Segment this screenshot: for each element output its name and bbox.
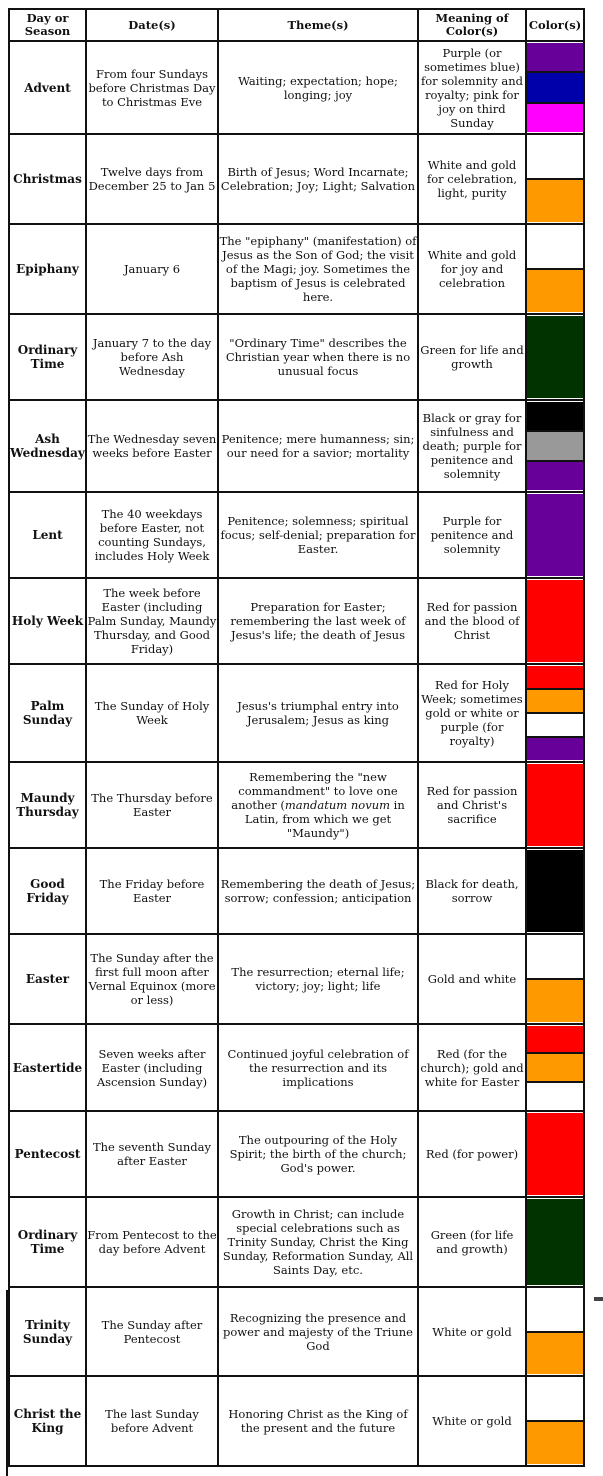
- color-band: [527, 764, 583, 846]
- page-side-dash: [594, 1297, 603, 1301]
- color-band: [527, 316, 583, 398]
- table-row: [9, 848, 584, 934]
- themes-text-pre: Remembering the "new commandment" to love one another (: [231, 770, 398, 812]
- color-swatch-stack: [527, 43, 583, 132]
- day-cell: Pentecost: [9, 1111, 86, 1197]
- table-row: [9, 1287, 584, 1376]
- dates-cell: From Pentecost to the day before Advent: [86, 1197, 218, 1287]
- color-swatch-stack: [527, 666, 583, 760]
- color-swatch-stack: [527, 136, 583, 222]
- dates-cell: The Sunday of Holy Week: [86, 664, 218, 762]
- dates-cell: January 6: [86, 224, 218, 314]
- meaning-cell: Black for death, sorrow: [418, 848, 526, 934]
- color-band: [527, 226, 583, 270]
- header-colors: Color(s): [526, 9, 584, 41]
- meaning-cell: White or gold: [418, 1287, 526, 1376]
- dates-cell: The Sunday after the first full moon after Vernal Equinox (more or less): [86, 934, 218, 1024]
- meaning-cell: Purple for penitence and solemnity: [418, 492, 526, 578]
- themes-cell: Continued joyful celebration of the resurrection and its implications: [218, 1024, 418, 1111]
- color-swatch-stack: [527, 316, 583, 398]
- color-swatch-stack: [527, 1289, 583, 1374]
- themes-cell: The resurrection; eternal life; victory; joy; light; life: [218, 934, 418, 1024]
- color-band: [527, 1199, 583, 1285]
- header-row: [9, 9, 584, 41]
- color-band: [527, 850, 583, 932]
- color-swatch-cell: [526, 848, 584, 934]
- table-row: [9, 1197, 584, 1287]
- color-swatch-cell: [526, 1197, 584, 1287]
- dates-cell: The week before Easter (including Palm Sunday, Maundy Thursday, and Good Friday): [86, 578, 218, 664]
- color-swatch-stack: [527, 1378, 583, 1464]
- themes-cell: Remembering the death of Jesus; sorrow; confession; anticipation: [218, 848, 418, 934]
- color-band: [527, 738, 583, 760]
- color-band: [527, 936, 583, 980]
- themes-text-latin: mandatum novum: [284, 798, 391, 812]
- themes-text-post: in Latin, from which we get "Maundy"): [244, 798, 405, 840]
- themes-cell: The "epiphany" (manifestation) of Jesus as the Son of God; the visit of the Magi; joy. Sometimes the baptism of Jesus is celebrated here.: [218, 224, 418, 314]
- color-band: [527, 104, 583, 132]
- day-cell: Maundy Thursday: [9, 762, 86, 848]
- table-row: [9, 934, 584, 1024]
- liturgical-calendar-table: [8, 8, 585, 1467]
- meaning-cell: Red (for power): [418, 1111, 526, 1197]
- color-band: [527, 180, 583, 222]
- themes-cell: Honoring Christ as the King of the present and the future: [218, 1376, 418, 1466]
- meaning-cell: White and gold for joy and celebration: [418, 224, 526, 314]
- meaning-cell: Green for life and growth: [418, 314, 526, 400]
- color-band: [527, 136, 583, 180]
- color-band: [527, 402, 583, 432]
- dates-cell: From four Sundays before Christmas Day to Christmas Eve: [86, 41, 218, 134]
- color-band: [527, 1026, 583, 1054]
- day-cell: Easter: [9, 934, 86, 1024]
- color-band: [527, 43, 583, 73]
- color-band: [527, 73, 583, 103]
- dates-cell: The Thursday before Easter: [86, 762, 218, 848]
- color-swatch-stack: [527, 580, 583, 662]
- dates-cell: The 40 weekdays before Easter, not counting Sundays, includes Holy Week: [86, 492, 218, 578]
- color-band: [527, 494, 583, 576]
- header-themes: Theme(s): [218, 9, 418, 41]
- table-row: [9, 41, 584, 134]
- day-cell: Trinity Sunday: [9, 1287, 86, 1376]
- meaning-cell: Red for passion and the blood of Christ: [418, 578, 526, 664]
- table-row: [9, 224, 584, 314]
- themes-cell: Preparation for Easter; remembering the last week of Jesus's life; the death of Jesus: [218, 578, 418, 664]
- day-cell: Holy Week: [9, 578, 86, 664]
- header-dates: Date(s): [86, 9, 218, 41]
- day-cell: Palm Sunday: [9, 664, 86, 762]
- color-band: [527, 1422, 583, 1464]
- table-row: [9, 492, 584, 578]
- color-band: [527, 666, 583, 690]
- meaning-cell: Green (for life and growth): [418, 1197, 526, 1287]
- themes-cell: Penitence; solemness; spiritual focus; self-denial; preparation for Easter.: [218, 492, 418, 578]
- day-cell: Advent: [9, 41, 86, 134]
- day-cell: Ash Wednesday: [9, 400, 86, 492]
- color-band: [527, 1113, 583, 1195]
- dates-cell: The last Sunday before Advent: [86, 1376, 218, 1466]
- color-swatch-cell: [526, 1287, 584, 1376]
- color-swatch-cell: [526, 314, 584, 400]
- meaning-cell: Gold and white: [418, 934, 526, 1024]
- color-band: [527, 270, 583, 312]
- color-band: [527, 980, 583, 1022]
- header-day: Day or Season: [9, 9, 86, 41]
- color-swatch-stack: [527, 1026, 583, 1109]
- themes-cell: [218, 762, 418, 848]
- day-cell: Christmas: [9, 134, 86, 224]
- meaning-cell: White and gold for celebration, light, purity: [418, 134, 526, 224]
- meaning-cell: Red for passion and Christ's sacrifice: [418, 762, 526, 848]
- meaning-cell: Red for Holy Week; sometimes gold or white or purple (for royalty): [418, 664, 526, 762]
- color-band: [527, 1054, 583, 1082]
- color-band: [527, 1378, 583, 1422]
- table-row: [9, 400, 584, 492]
- day-cell: Ordinary Time: [9, 314, 86, 400]
- meaning-cell: Red (for the church); gold and white for Easter: [418, 1024, 526, 1111]
- color-swatch-cell: [526, 1111, 584, 1197]
- dates-cell: The Friday before Easter: [86, 848, 218, 934]
- color-swatch-cell: [526, 492, 584, 578]
- color-swatch-stack: [527, 1113, 583, 1195]
- day-cell: Christ the King: [9, 1376, 86, 1466]
- color-band: [527, 462, 583, 490]
- color-swatch-cell: [526, 762, 584, 848]
- table-row: [9, 1024, 584, 1111]
- color-band: [527, 1083, 583, 1109]
- color-swatch-cell: [526, 934, 584, 1024]
- dates-cell: The seventh Sunday after Easter: [86, 1111, 218, 1197]
- themes-cell: Birth of Jesus; Word Incarnate; Celebration; Joy; Light; Salvation: [218, 134, 418, 224]
- table-row: [9, 314, 584, 400]
- color-swatch-cell: [526, 41, 584, 134]
- meaning-cell: Black or gray for sinfulness and death; purple for penitence and solemnity: [418, 400, 526, 492]
- table-row: [9, 664, 584, 762]
- color-swatch-cell: [526, 578, 584, 664]
- color-band: [527, 714, 583, 738]
- color-swatch-stack: [527, 402, 583, 490]
- dates-cell: The Wednesday seven weeks before Easter: [86, 400, 218, 492]
- color-band: [527, 1333, 583, 1375]
- color-swatch-cell: [526, 224, 584, 314]
- table-row: [9, 762, 584, 848]
- color-swatch-stack: [527, 1199, 583, 1285]
- table-row: [9, 134, 584, 224]
- color-swatch-stack: [527, 850, 583, 932]
- day-cell: Good Friday: [9, 848, 86, 934]
- color-swatch-stack: [527, 226, 583, 312]
- color-band: [527, 690, 583, 714]
- color-swatch-cell: [526, 134, 584, 224]
- dates-cell: The Sunday after Pentecost: [86, 1287, 218, 1376]
- day-cell: Lent: [9, 492, 86, 578]
- color-swatch-cell: [526, 400, 584, 492]
- themes-cell: "Ordinary Time" describes the Christian year when there is no unusual focus: [218, 314, 418, 400]
- color-swatch-cell: [526, 1376, 584, 1466]
- color-swatch-cell: [526, 1024, 584, 1111]
- dates-cell: January 7 to the day before Ash Wednesday: [86, 314, 218, 400]
- dates-cell: Twelve days from December 25 to Jan 5: [86, 134, 218, 224]
- themes-cell: Growth in Christ; can include special celebrations such as Trinity Sunday, Christ the King Sunday, Reformation Sunday, All Saints Day, etc.: [218, 1197, 418, 1287]
- themes-cell: Jesus's triumphal entry into Jerusalem; Jesus as king: [218, 664, 418, 762]
- themes-cell: Recognizing the presence and power and majesty of the Triune God: [218, 1287, 418, 1376]
- themes-cell: Waiting; expectation; hope; longing; joy: [218, 41, 418, 134]
- dates-cell: Seven weeks after Easter (including Ascension Sunday): [86, 1024, 218, 1111]
- day-cell: Epiphany: [9, 224, 86, 314]
- color-band: [527, 580, 583, 662]
- day-cell: Ordinary Time: [9, 1197, 86, 1287]
- color-swatch-stack: [527, 936, 583, 1022]
- header-meaning: Meaning of Color(s): [418, 9, 526, 41]
- meaning-cell: Purple (or sometimes blue) for solemnity and royalty; pink for joy on third Sunday: [418, 41, 526, 134]
- table-row: [9, 578, 584, 664]
- themes-cell: Penitence; mere humanness; sin; our need for a savior; mortality: [218, 400, 418, 492]
- color-swatch-cell: [526, 664, 584, 762]
- meaning-cell: White or gold: [418, 1376, 526, 1466]
- color-swatch-stack: [527, 494, 583, 576]
- color-band: [527, 1289, 583, 1333]
- color-band: [527, 432, 583, 462]
- table-row: [9, 1376, 584, 1466]
- themes-cell: The outpouring of the Holy Spirit; the birth of the church; God's power.: [218, 1111, 418, 1197]
- day-cell: Eastertide: [9, 1024, 86, 1111]
- color-swatch-stack: [527, 764, 583, 846]
- table-row: [9, 1111, 584, 1197]
